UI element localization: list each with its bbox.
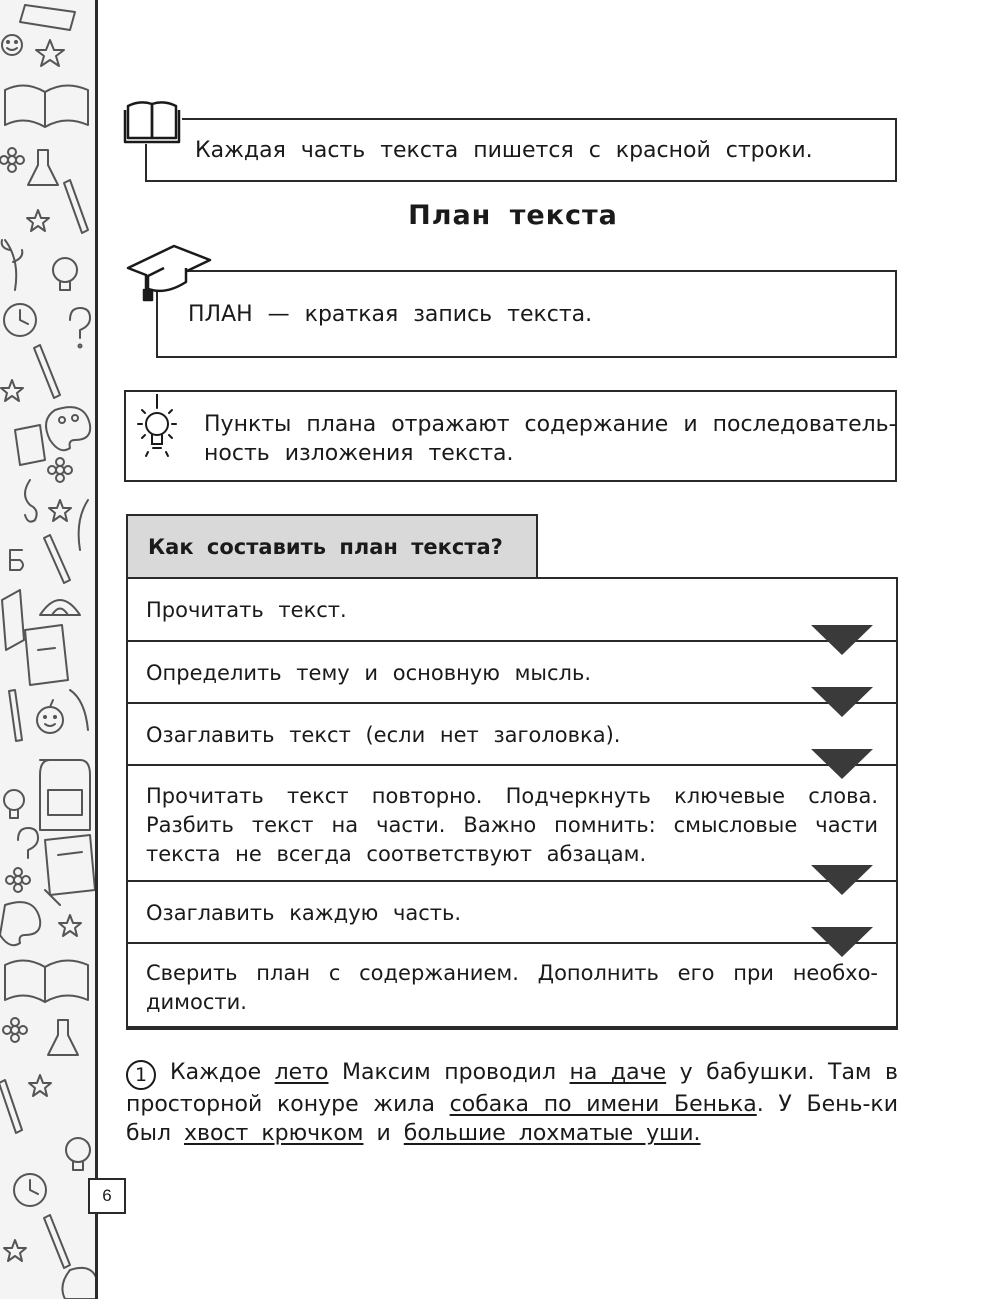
down-triangle-icon xyxy=(811,865,873,897)
down-triangle-icon xyxy=(811,927,873,959)
steps-header: Как составить план текста? xyxy=(126,514,538,578)
down-triangle-icon xyxy=(811,687,873,719)
underlined-keyword: большие лохматые уши. xyxy=(403,1121,701,1146)
school-doodles-pattern xyxy=(0,0,98,1299)
step-text: Определить тему и основную мысль. xyxy=(146,661,592,685)
step-item xyxy=(128,882,896,944)
exercise-part: Максим проводил xyxy=(328,1060,570,1085)
exercise-part: . У Бень-ки был xyxy=(126,1092,899,1146)
underlined-keyword: хвост крючком xyxy=(184,1121,364,1146)
step-item xyxy=(128,642,896,704)
step-text: Прочитать текст. xyxy=(146,598,347,622)
open-book-icon xyxy=(122,98,182,144)
lightbulb-icon xyxy=(134,394,180,464)
underlined-keyword: лето xyxy=(274,1060,329,1085)
exercise-part: и xyxy=(363,1121,404,1146)
exercise-1 xyxy=(126,1058,898,1148)
down-triangle-icon xyxy=(811,749,873,781)
definition-text: ПЛАН — краткая запись текста. xyxy=(188,302,593,327)
definition-box xyxy=(156,270,897,358)
rule-box xyxy=(145,118,897,182)
tip-line-1: Пункты плана отражают содержание и последователь- xyxy=(204,412,897,437)
step-text: Озаглавить каждую часть. xyxy=(146,901,462,925)
tip-box xyxy=(124,390,897,482)
page-number: 6 xyxy=(88,1178,126,1214)
section-title: План текста xyxy=(408,200,618,231)
step-text: Прочитать текст повторно. Подчеркнуть ключевые слова. Разбить текст на части. Важно помнить: смысловые части текста не всегда соответствуют абзацам. xyxy=(146,784,878,866)
step-text: Сверить план с содержанием. Дополнить его при необхо-димости. xyxy=(146,961,878,1014)
rule-text: Каждая часть текста пишется с красной строки. xyxy=(195,138,813,163)
exercise-number: 1 xyxy=(126,1060,156,1090)
doodle-sidebar xyxy=(0,0,98,1299)
exercise-part: Каждое xyxy=(170,1060,275,1085)
steps-table xyxy=(126,577,898,1030)
underlined-keyword: собака по имени Бенька xyxy=(449,1092,757,1117)
underlined-keyword: на даче xyxy=(569,1060,667,1085)
step-item xyxy=(128,766,896,882)
exercise-part: у бабушки. Там в просторной конуре жила xyxy=(126,1060,898,1117)
graduation-cap-icon xyxy=(124,238,214,302)
step-item xyxy=(128,944,896,1028)
tip-line-2: ность изложения текста. xyxy=(204,441,514,466)
step-item xyxy=(128,704,896,766)
step-item xyxy=(128,579,896,642)
down-triangle-icon xyxy=(811,625,873,657)
step-text: Озаглавить текст (если нет заголовка). xyxy=(146,723,621,747)
